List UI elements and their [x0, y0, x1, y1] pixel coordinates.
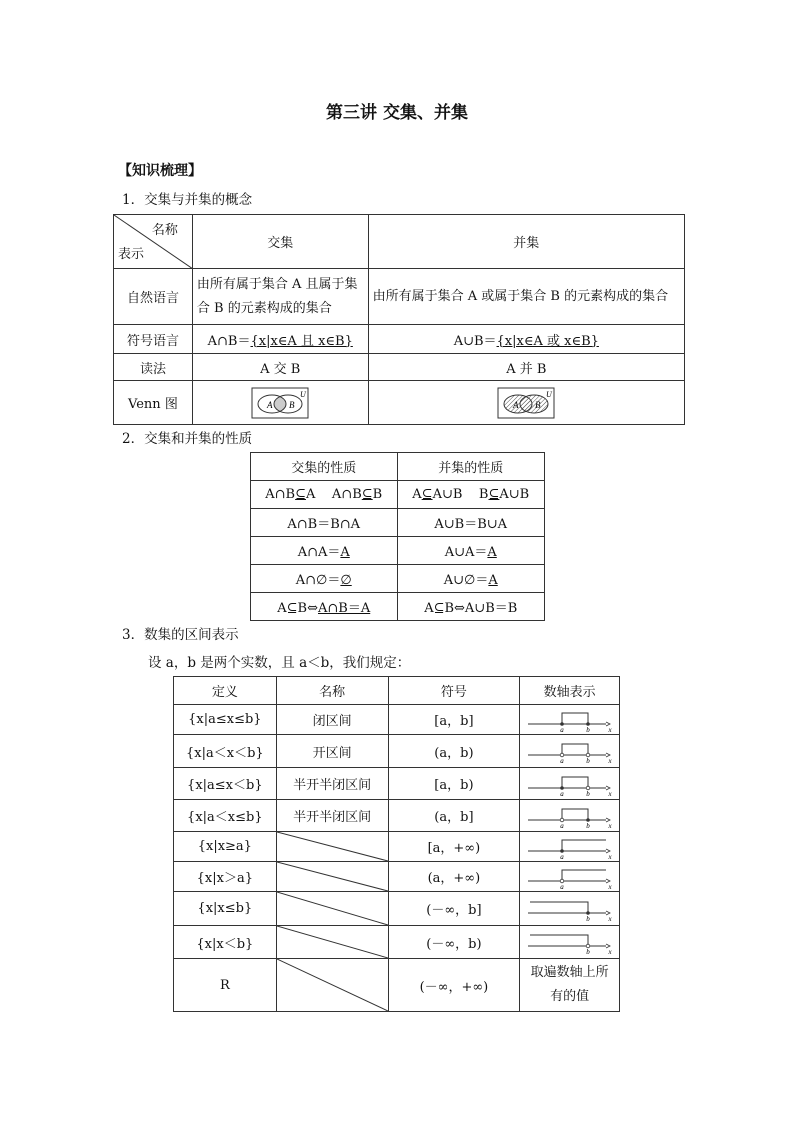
interval-definition: {x|a≤x≤b} — [174, 705, 277, 735]
axis-label-x: x — [608, 757, 612, 764]
axis-label-b: b — [585, 725, 590, 733]
axis-label-x: x — [608, 821, 612, 829]
axis-label-b: b — [585, 757, 590, 764]
axis-label-a: a — [559, 725, 564, 733]
interval-bracket — [562, 744, 588, 755]
venn-inter-cell — [192, 381, 368, 425]
s2-heading: 2．交集和并集的性质 — [122, 431, 253, 447]
interval-symbol: (a，b) — [388, 735, 519, 768]
col-inter-props: 交集的性质 — [251, 453, 398, 481]
union-prop: A⊆A∪B B⊆A∪B — [397, 481, 545, 509]
number-line-diagram — [526, 803, 614, 829]
interval-ray — [562, 840, 606, 851]
s3-intro: 设 a，b 是两个实数，且 a＜b，我们规定： — [148, 655, 411, 671]
corner-bottom: 表示 — [118, 247, 145, 262]
interval-row — [174, 800, 620, 832]
venn-label-u: U — [546, 389, 553, 399]
interval-row — [174, 705, 620, 735]
interval-row — [174, 832, 620, 862]
venn-label-b: B — [289, 399, 295, 410]
number-line-diagram — [526, 896, 614, 922]
header-symbol: 符号 — [388, 677, 519, 705]
axis-label-a: a — [559, 757, 564, 764]
axis-label-a: a — [559, 852, 564, 860]
interval-name — [276, 959, 388, 1012]
header-axis: 数轴表示 — [520, 677, 620, 705]
interval-bracket — [562, 713, 588, 724]
interval-definition: {x|x＞a} — [174, 862, 277, 892]
axis-label-x: x — [608, 948, 612, 955]
properties-table — [250, 452, 545, 621]
col-union-props: 并集的性质 — [397, 453, 545, 481]
interval-name — [276, 892, 388, 926]
union-prop: A∪B＝B∪A — [397, 509, 545, 537]
inter-prop: A⊆B⇔A∩B＝A — [251, 593, 398, 621]
interval-axis — [520, 862, 620, 892]
axis-label-x: x — [608, 882, 612, 890]
number-line-diagram — [526, 834, 614, 860]
interval-row — [174, 735, 620, 768]
interval-definition: {x|a＜x≤b} — [174, 800, 277, 832]
venn-label-a: A — [267, 399, 273, 410]
union-prop: A∪A＝A — [397, 537, 545, 565]
number-line-diagram — [526, 771, 614, 797]
interval-name — [276, 862, 388, 892]
symbol-inter: A∩B＝{x|x∈A 且 x∈B} — [192, 325, 368, 354]
axis-label-a: a — [559, 882, 564, 890]
row-label: Venn 图 — [114, 381, 193, 425]
axis-label-b: b — [585, 948, 590, 955]
interval-symbol: [a，b] — [388, 705, 519, 735]
header-name: 名称 — [276, 677, 388, 705]
axis-label-x: x — [608, 789, 612, 797]
interval-name: 半开半闭区间 — [276, 768, 388, 800]
interval-definition: {x|x≤b} — [174, 892, 277, 926]
number-line-diagram — [526, 738, 614, 764]
interval-definition: {x|a＜x＜b} — [174, 735, 277, 768]
interval-axis — [520, 735, 620, 768]
number-line-diagram — [526, 707, 614, 733]
interval-axis: 取遍数轴上所有的值 — [520, 959, 620, 1012]
s1-heading: 1．交集与并集的概念 — [122, 192, 253, 208]
interval-axis — [520, 705, 620, 735]
inter-prop: A∩A＝A — [251, 537, 398, 565]
interval-name — [276, 926, 388, 959]
venn-label-b: B — [535, 399, 541, 410]
interval-bracket — [562, 777, 588, 788]
interval-symbol: (－∞，b] — [388, 892, 519, 926]
interval-name: 半开半闭区间 — [276, 800, 388, 832]
interval-axis — [520, 926, 620, 959]
col-union: 并集 — [368, 215, 684, 269]
interval-name: 闭区间 — [276, 705, 388, 735]
interval-symbol: (a，+∞) — [388, 862, 519, 892]
venn-intersection-diagram — [251, 387, 309, 419]
axis-label-b: b — [585, 914, 590, 922]
interval-symbol: (a，b] — [388, 800, 519, 832]
natural-inter: 由所有属于集合 A 且属于集合 B 的元素构成的集合 — [192, 269, 368, 325]
axis-label-x: x — [608, 852, 612, 860]
interval-symbol: (－∞，b) — [388, 926, 519, 959]
diagonal-line — [277, 892, 388, 925]
axis-label-x: x — [608, 725, 612, 733]
row-label: 读法 — [114, 354, 193, 381]
axis-label-b: b — [585, 789, 590, 797]
union-prop: A∪∅＝A — [397, 565, 545, 593]
interval-symbol: [a，b) — [388, 768, 519, 800]
interval-axis — [520, 832, 620, 862]
interval-row — [174, 768, 620, 800]
interval-definition: R — [174, 959, 277, 1012]
interval-definition: {x|x≥a} — [174, 832, 277, 862]
number-line-diagram — [526, 864, 614, 890]
interval-name — [276, 832, 388, 862]
corner-cell — [114, 215, 193, 269]
union-prop: A⊆B⇔A∪B＝B — [397, 593, 545, 621]
interval-bracket — [562, 809, 588, 820]
interval-axis — [520, 768, 620, 800]
interval-ray — [530, 902, 588, 913]
interval-definition: {x|a≤x＜b} — [174, 768, 277, 800]
interval-symbol: (－∞，+∞) — [388, 959, 519, 1012]
venn-union-cell — [368, 381, 684, 425]
number-line-diagram — [526, 929, 614, 955]
interval-row — [174, 959, 620, 1012]
row-label: 自然语言 — [114, 269, 193, 325]
concept-table — [113, 214, 685, 425]
inter-prop: A∩∅＝∅ — [251, 565, 398, 593]
symbol-union: A∪B＝{x|x∈A 或 x∈B} — [368, 325, 684, 354]
interval-definition: {x|x＜b} — [174, 926, 277, 959]
axis-label-a: a — [559, 821, 564, 829]
interval-row — [174, 862, 620, 892]
col-intersection: 交集 — [192, 215, 368, 269]
inter-prop: A∩B⊆A A∩B⊆B — [251, 481, 398, 509]
interval-ray — [562, 870, 606, 881]
interval-axis — [520, 800, 620, 832]
interval-axis — [520, 892, 620, 926]
interval-table — [173, 676, 620, 1012]
interval-row — [174, 926, 620, 959]
axis-label-b: b — [585, 821, 590, 829]
s3-heading: 3．数集的区间表示 — [122, 627, 239, 643]
interval-symbol: [a，+∞) — [388, 832, 519, 862]
axis-label-a: a — [559, 789, 564, 797]
venn-union-diagram — [497, 387, 555, 419]
interval-ray — [530, 935, 588, 946]
interval-name: 开区间 — [276, 735, 388, 768]
read-union: A 并 B — [368, 354, 684, 381]
header-definition: 定义 — [174, 677, 277, 705]
axis-label-x: x — [608, 914, 612, 922]
diagonal-line — [277, 959, 388, 1011]
section-heading: 【知识梳理】 — [118, 163, 202, 179]
diagonal-line — [277, 862, 388, 891]
interval-row — [174, 892, 620, 926]
diagonal-line — [277, 926, 388, 958]
page-title: 第三讲 交集、并集 — [326, 103, 468, 123]
row-label: 符号语言 — [114, 325, 193, 354]
corner-top: 名称 — [151, 223, 178, 238]
natural-union: 由所有属于集合 A 或属于集合 B 的元素构成的集合 — [368, 269, 684, 325]
read-inter: A 交 B — [192, 354, 368, 381]
diagonal-line — [277, 832, 388, 861]
venn-label-a: A — [513, 399, 519, 410]
inter-prop: A∩B＝B∩A — [251, 509, 398, 537]
venn-label-u: U — [300, 389, 307, 399]
